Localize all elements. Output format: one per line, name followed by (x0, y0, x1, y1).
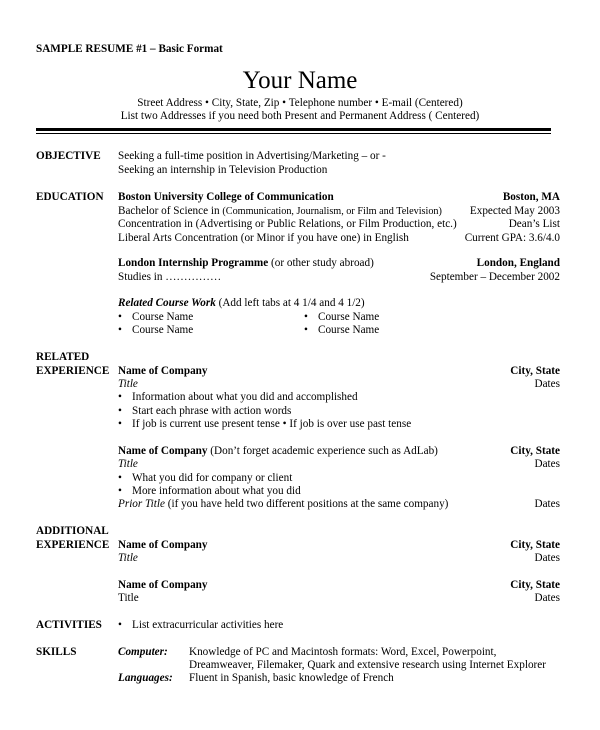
london-location: London, England (476, 257, 560, 269)
education-heading: EDUCATION (36, 191, 104, 203)
resume-name: Your Name (242, 67, 358, 94)
sample-title: SAMPLE RESUME #1 – Basic Format (36, 43, 223, 55)
additional-heading-2: EXPERIENCE (36, 539, 110, 551)
job-bullet: • Start each phrase with action words (132, 405, 291, 418)
skills-heading: SKILLS (36, 646, 77, 658)
objective-line-2: Seeking an internship in Television Production (118, 164, 328, 176)
computer-line-2: Dreamweaver, Filemaker, Quark and extensive research using Internet Explorer (189, 659, 546, 671)
company-name: Name of Company (118, 539, 208, 551)
address-line-1: Street Address • City, State, Zip • Telephone number • E-mail (Centered) (137, 97, 463, 109)
job-dates: Dates (534, 458, 560, 470)
company-2 (118, 445, 438, 458)
course-item: • Course Name (132, 311, 193, 324)
job-title: Title (118, 592, 139, 604)
job-dates: Dates (534, 552, 560, 564)
related-heading-2: EXPERIENCE (36, 365, 110, 377)
deans-list: Dean’s List (508, 218, 560, 230)
prior-title-note: (if you have held two different positions at the same company) (164, 498, 449, 510)
header-divider-thick (36, 128, 551, 131)
company-name: Name of Company (118, 579, 208, 591)
course-item: • Course Name (318, 324, 379, 337)
concentration: Concentration in (Advertising or Public Relations, or Film Production, etc.) (118, 218, 457, 230)
london-program-name: London Internship Programme (118, 257, 269, 269)
address-line-2: List two Addresses if you need both Present and Permanent Address ( Centered) (120, 110, 480, 122)
activity-item: • List extracurricular activities here (132, 619, 283, 632)
course-work-label: Related Course Work (118, 297, 216, 309)
header-divider-thin (36, 133, 551, 134)
objective-line-1: Seeking a full-time position in Advertising/Marketing – or - (118, 150, 386, 162)
languages-label: Languages: (118, 672, 173, 684)
job-title: Title (118, 552, 138, 564)
company-name: Name of Company (118, 365, 208, 377)
job-dates: Dates (534, 378, 560, 390)
activities-heading: ACTIVITIES (36, 619, 102, 631)
job-title: Title (118, 378, 138, 390)
job-dates: Dates (534, 592, 560, 604)
company-name: Name of Company (118, 445, 208, 457)
job-bullet: • What you did for company or client (132, 472, 292, 485)
degree-fields: (Communication, Journalism, or Film and Television) (222, 206, 442, 217)
company-location: City, State (510, 539, 560, 551)
job-title: Title (118, 458, 138, 470)
studies: Studies in …………… (118, 271, 222, 283)
job-bullet: • More information about what you did (132, 485, 301, 498)
objective-heading: OBJECTIVE (36, 150, 101, 162)
london-program-note: (or other study abroad) (268, 257, 374, 269)
london-program (118, 257, 374, 270)
company-location: City, State (510, 579, 560, 591)
school-name: Boston University College of Communication (118, 191, 334, 203)
prior-title: Prior Title (118, 498, 165, 510)
computer-label: Computer: (118, 646, 168, 658)
job-bullet: • If job is current use present tense • If job is over use past tense (132, 418, 411, 431)
course-item: • Course Name (132, 324, 193, 337)
company-note: (Don’t forget academic experience such as AdLab) (207, 445, 438, 457)
course-work (118, 297, 365, 310)
school-location: Boston, MA (502, 191, 560, 203)
degree-main: Bachelor of Science in (118, 205, 220, 217)
languages-text: Fluent in Spanish, basic knowledge of French (189, 672, 394, 684)
course-item: • Course Name (318, 311, 379, 324)
related-heading-1: RELATED (36, 351, 90, 363)
course-work-note: (Add left tabs at 4 1/4 and 4 1/2) (215, 297, 365, 309)
additional-heading-1: ADDITIONAL (36, 525, 109, 537)
degree-date: Expected May 2003 (469, 205, 560, 217)
london-dates: September – December 2002 (429, 271, 560, 283)
job-bullet: • Information about what you did and accomplished (132, 391, 358, 404)
prior-dates: Dates (534, 498, 560, 510)
prior-title-line (118, 498, 448, 511)
gpa: Current GPA: 3.6/4.0 (464, 232, 560, 244)
degree (118, 205, 442, 218)
liberal-arts: Liberal Arts Concentration (or Minor if you have one) in English (118, 232, 409, 244)
company-location: City, State (510, 445, 560, 457)
computer-line-1: Knowledge of PC and Macintosh formats: Word, Excel, Powerpoint, (189, 646, 497, 658)
company-location: City, State (510, 365, 560, 377)
